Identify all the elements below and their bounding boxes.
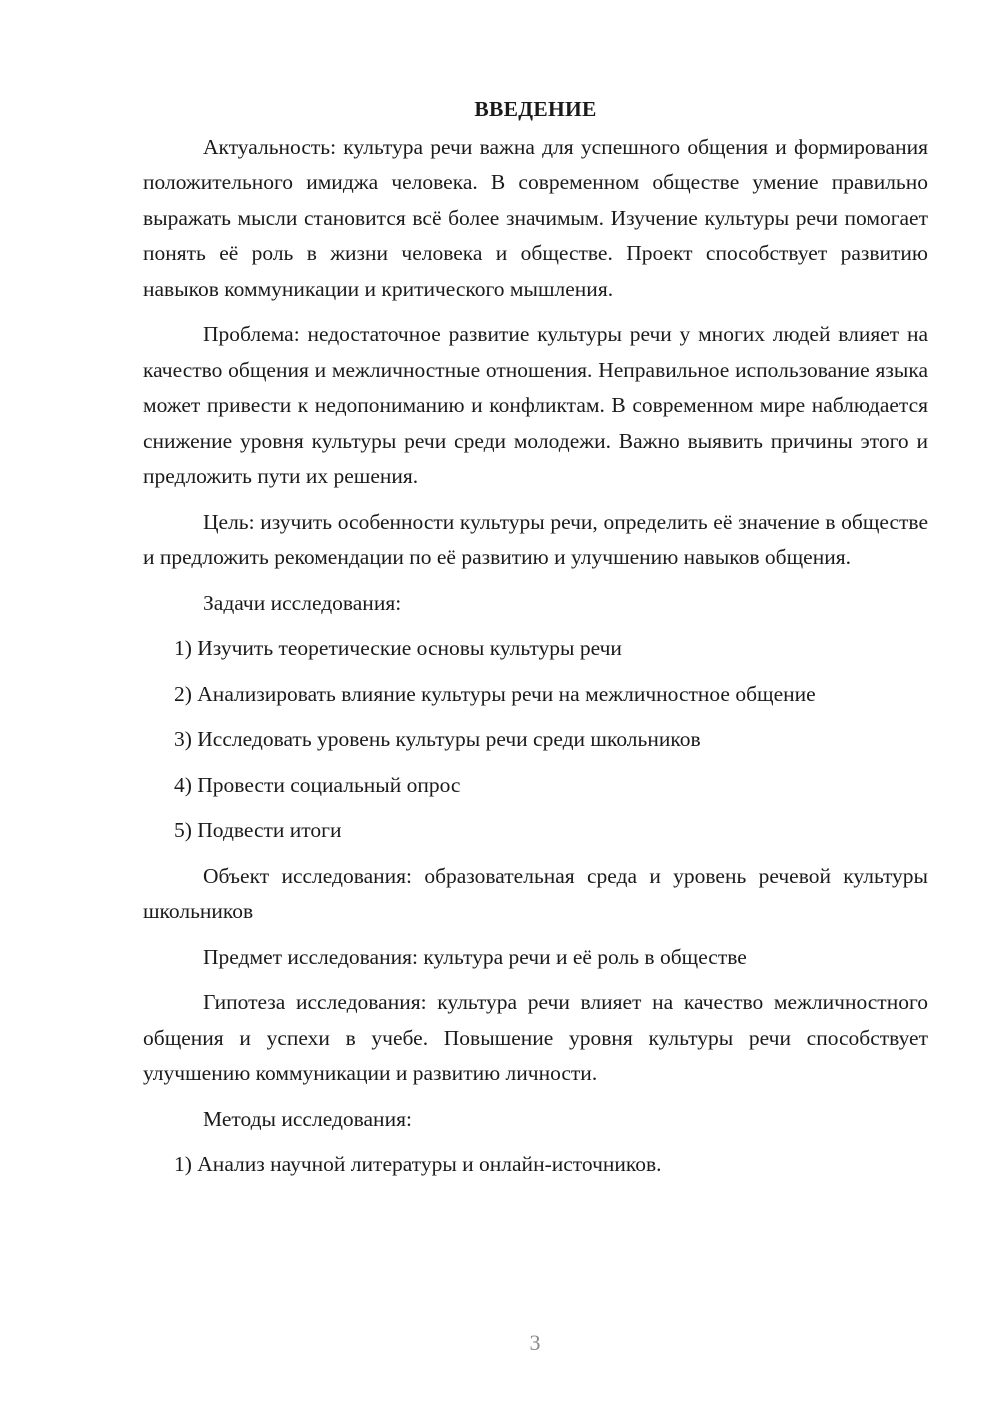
methods-title: Методы исследования:	[203, 1106, 412, 1131]
task-item: 1) Изучить теоретические основы культуры речи	[174, 636, 622, 660]
tasks-title: Задачи исследования:	[203, 590, 402, 615]
object-paragraph: Объект исследования: образовательная среда и уровень речевой культуры школьников	[143, 863, 928, 923]
task-item: 4) Провести социальный опрос	[174, 772, 461, 797]
task-item: 2) Анализировать влияние культуры речи на межличностное общение	[174, 681, 816, 706]
method-item: 1) Анализ научной литературы и онлайн-источников.	[174, 1152, 662, 1176]
goal-paragraph: Цель: изучить особенности культуры речи, определить её значение в обществе и предложить рекомендации по её развитию и улучшению навыков общения.	[143, 509, 928, 569]
relevance-paragraph: Актуальность: культура речи важна для успешного общения и формирования положительного имиджа человека. В современном обществе умение правильно выражать мысли становится всё более значимым. Изучение культуры речи помогает понять её роль в жизни человека и обществе. Проект способствует развитию навыков коммуникации и критического мышления.	[143, 134, 928, 301]
subject-line: Предмет исследования: культура речи и её роль в обществе	[203, 944, 747, 969]
problem-paragraph: Проблема: недостаточное развитие культуры речи у многих людей влияет на качество общения и межличностные отношения. Неправильное использование языка может привести к недопониманию и конфликтам. В современном мире наблюдается снижение уровня культуры речи среди молодежи. Важно выявить причины этого и предложить пути их решения.	[143, 322, 928, 488]
task-item: 3) Исследовать уровень культуры речи среди школьников	[174, 727, 701, 751]
page-number: 3	[529, 1330, 541, 1355]
section-heading: ВВЕДЕНИЕ	[474, 97, 597, 121]
page-body	[143, 92, 928, 1193]
task-item: 5) Подвести итоги	[174, 818, 342, 842]
hypothesis-paragraph: Гипотеза исследования: культура речи влияет на качество межличностного общения и успехи в учебе. Повышение уровня культуры речи способствует улучшению коммуникации и развитию личности.	[143, 990, 928, 1085]
